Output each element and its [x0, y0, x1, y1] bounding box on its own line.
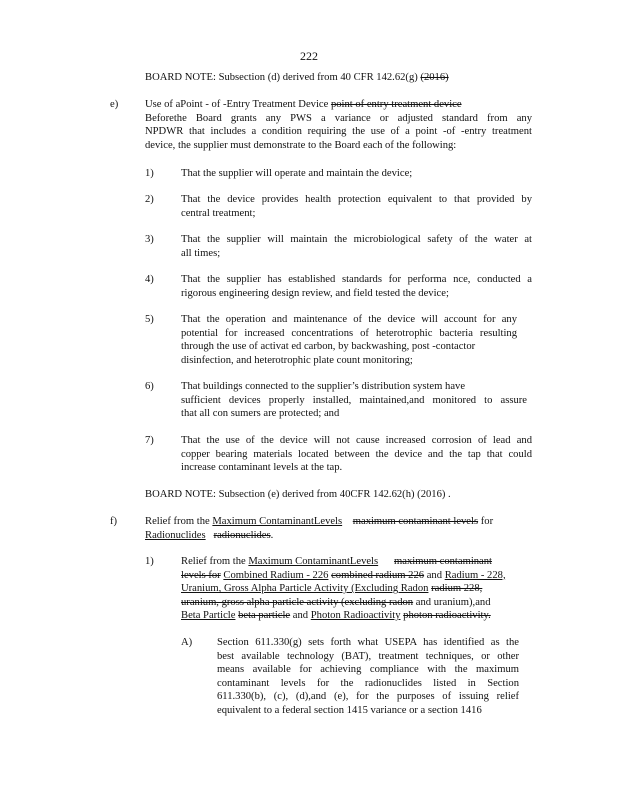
item-e-paragraph — [145, 98, 532, 152]
item-f-inserted-text: Maximum ContaminantLevels — [212, 516, 343, 527]
e6-marker: 6) — [145, 381, 154, 392]
f1-text — [181, 555, 532, 623]
item-e-line-2: Beforethe Board grants any PWS a variance or adjusted standard from any — [145, 112, 532, 124]
page-number: 222 — [300, 49, 318, 63]
f1-marker: 1) — [145, 556, 154, 567]
e7-text: That the use of the device will not cause increased corrosion of lead and copper bearing materials located between the device and the tap that could increase contaminant levels at the tap. — [181, 435, 532, 474]
board-note-d — [145, 71, 535, 85]
e3-marker: 3) — [145, 234, 154, 245]
f1a-text: Section 611.330(g) sets forth what USEPA has identified as the best available technology (BAT), treatment techniques, or other means available for achieving compliance with the maximum contaminant levels for the radionuclides listed in Section 611.330(b), (c), (d),and (e), for the purposes of issuing relief equivalent to a federal section 1415 variance or a section 1416 — [217, 637, 519, 716]
e6-text: That buildings connected to the supplier’s distribution system have sufficient devices properly installed, maintained,and monitored to assure that all con sumers are protected; and — [181, 381, 527, 420]
e4-marker: 4) — [145, 274, 154, 285]
e5-text: That the operation and maintenance of the device will account for any potential for increased concentrations of heterotrophic bacteria resulting through the use of activat ed carbon, by backwashing, post -contactor disinfection, and heterotrophic plate count monitoring; — [181, 314, 517, 366]
f1-line-3: Uranium, Gross Alpha Particle Activity (Excluding Radon radium 228, — [181, 583, 483, 595]
f1-line-1: Relief from the Maximum ContaminantLevels maximum contaminant — [181, 556, 493, 567]
item-f-line-1: Relief from the Maximum ContaminantLevels maximum contaminant levels for — [145, 516, 494, 527]
f1-line-4: uranium, gross alpha particle activity (excluding radon and uranium),and — [181, 596, 491, 608]
item-f-line-2: Radionuclides radionuclides. — [145, 529, 274, 541]
item-e-line-1: Use of aPoint - of -Entry Treatment Device point of entry treatment device — [145, 99, 462, 110]
e2-marker: 2) — [145, 194, 154, 205]
item-f-heading — [145, 515, 532, 542]
item-e-struck-text: point of entry treatment device — [330, 99, 462, 110]
e1-marker: 1) — [145, 168, 154, 179]
f1-line-5: Beta Particle beta particle and Photon Radioactivity photon radioactivity. — [181, 610, 491, 622]
board-note-d-struck: (2016) — [420, 72, 449, 83]
e1-text: That the supplier will operate and maintain the device; — [181, 168, 413, 179]
item-e-marker: e) — [110, 99, 119, 110]
item-f-marker: f) — [110, 516, 118, 527]
e3-text: That the supplier will maintain the microbiological safety of the water at all times; — [181, 234, 532, 259]
f1-line-2: levels for Combined Radium - 226 combined radium 226 and Radium - 228, — [181, 569, 506, 581]
e7-marker: 7) — [145, 435, 154, 446]
board-note-e: BOARD NOTE: Subsection (e) derived from 40CFR 142.62(h) (2016) . — [145, 489, 451, 500]
board-note-d-text: BOARD NOTE: Subsection (d) derived from 40 CFR 142.62(g) — [145, 72, 421, 83]
item-e-line-3: NPDWR that includes a condition requiring the use of a point -of -entry treatment — [145, 126, 532, 138]
e4-text: That the supplier has established standards for performa nce, conducted a rigorous engineering design review, and field tested the device; — [181, 274, 532, 299]
item-f-struck-text: maximum contaminant levels — [352, 516, 479, 527]
e5-marker: 5) — [145, 314, 154, 325]
item-e-line-4: device, the supplier must demonstrate to the Board each of the following: — [145, 139, 457, 151]
f1a-marker: A) — [181, 637, 193, 648]
e2-text: That the device provides health protection equivalent to that provided by central treatment; — [181, 194, 532, 219]
